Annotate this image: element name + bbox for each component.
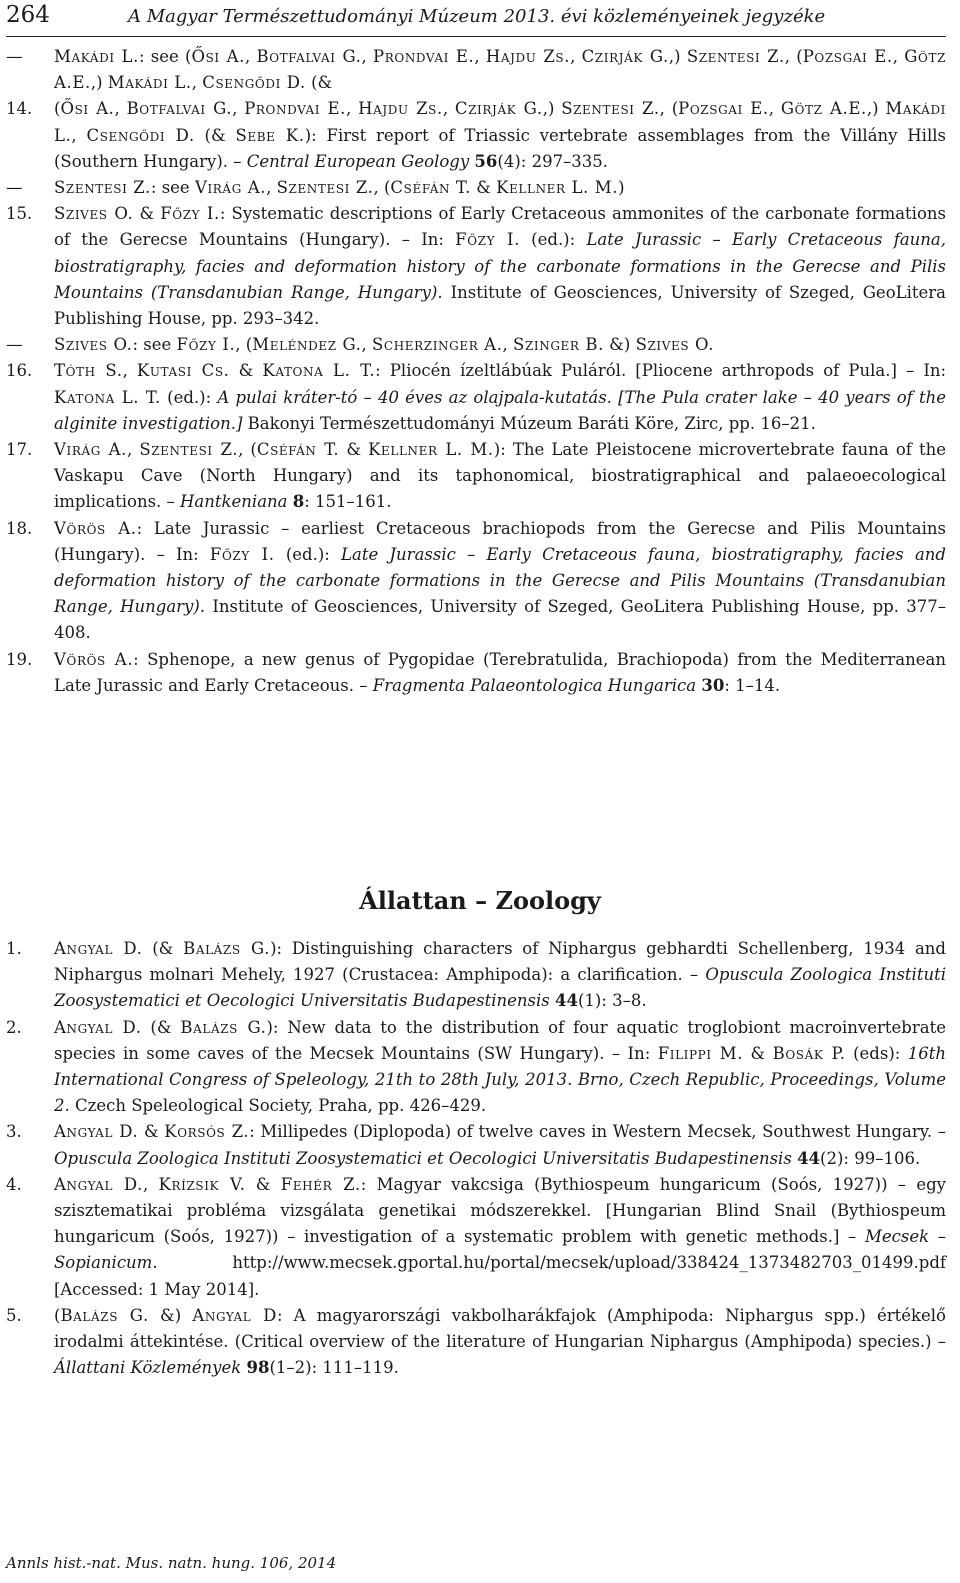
author: Cséfán T. [390,178,471,198]
journal-title: Opuscula Zoologica Instituti Zoosystematici et Oecologici Universitatis Budapestinensis [54,1148,792,1168]
reference-entry [6,437,946,516]
text-run: ): The Late Pleistocene microvertebrate fauna of the Vaskapu Cave (North Hungary) and its taphonomical, biostratigraphical and palaeoecological implications. – [54,440,946,512]
entry-text [54,1306,946,1377]
reference-entry [6,647,946,699]
text-run: , ( [659,99,679,119]
entry-text [54,1175,946,1299]
reference-entry [6,516,946,647]
author: Korsós Z. [164,1122,250,1142]
author: Filippi M. [657,1043,744,1063]
text-run: , [361,335,373,355]
author: Csengődi D. [86,125,195,145]
author: Vörös A. [54,649,134,669]
text-run: : 1–14. [724,675,781,695]
book-title: A pulai kráter-tó – 40 éves az olajpala-kutatás. [The Pula crater lake – 40 years of the alginite investigation.] [54,387,946,433]
entry-marker: — [6,178,23,198]
author: Makádi L. [54,99,947,145]
journal-title: Central European Geology [246,151,470,171]
text-run: : see ( [138,47,192,66]
entry-text [54,361,946,432]
text-run: : Pliocén ízeltlábúak Puláról. [Pliocene arthropods of Pula.] – In: [375,361,947,381]
author: Csengődi D. [202,73,306,93]
text-run: : Magyar vakcsiga (Bythiospeum hungaricum (Soós, 1927)) – egy szisztematikai probléma vizsgálata genetikai módszerekkel. [Hungarian Blind Snail (Bythiospeum hungaricum (Soós, 1927)) – investigation of a systematic problem with genetic methods.] – [54,1174,946,1247]
author: Szives O. [54,335,133,355]
text-run: (1): 3–8. [577,991,647,1011]
author: Kellner L. M. [368,440,494,460]
volume: 30 [701,675,725,695]
entry-text [54,335,714,354]
text-run: ): First report of Triassic vertebrate assemblages from the Villány Hills (Southern Hungary). – [54,125,946,171]
entry-text [54,440,946,511]
text-run: &) [148,1305,193,1325]
volume: 56 [474,151,498,171]
journal-title: Fragmenta Palaeontologica Hungarica [372,675,697,695]
text-run: , [122,361,137,381]
author: Bosák P. [772,1043,846,1063]
entry-number: 4. [6,1174,22,1194]
text-run: & [339,440,369,460]
author: Főzy I. [455,230,520,250]
text-run: http://www.mecsek.gportal.hu/portal/mecsek/upload/338424_1373482703_01499.pdf [Accessed: 1 May 2014]. [54,1253,946,1299]
book-title: 16th International Congress of Speleology, 21th to 28th July, 2013. Brno, Czech Republic, Proceedings, Volume 2. [54,1043,946,1116]
entry-number: 19. [6,649,33,669]
author: Angyal D. [54,939,143,958]
text-run: & [743,1043,773,1063]
text-run: , [127,440,140,460]
author: Pozsgai E. [678,99,769,119]
author: Hajdu Zs. [485,47,571,66]
entry-text [54,99,946,170]
text-run: , [266,178,277,198]
author: Katona L. T. [262,361,376,381]
author: Krízsik V. [158,1174,246,1194]
text-run: ) [618,178,625,198]
book-title: Late Jurassic – Early Cretaceous fauna, biostratigraphy, facies and deformation history of the carbonate formations in the Gerecse and Pilis Mountains (Transdanubian Range, Hungary). [54,230,946,302]
author: Szentesi Z. [54,178,151,198]
author: Sebe K. [235,125,305,145]
text-run: Institute of Geosciences, University of Szeged, GeoLitera Publishing House, pp. 293–342. [54,282,946,329]
author: Katona L. T. [54,387,161,407]
text-run: Czech Speleological Society, Praha, pp. 426–429. [69,1096,487,1116]
text-run: (& [305,73,333,93]
journal-title: Opuscula Zoologica Instituti Zoosystematici et Oecologici Universitatis Budapestinensis [54,965,946,1011]
text-run: ( [54,1305,61,1325]
author: Makádi L. [54,47,139,66]
author: Balázs G. [183,939,271,958]
geology-reference-list [6,44,946,699]
author: Angyal D [192,1305,277,1325]
text-run: (ed.): [274,544,342,564]
author: Botfalvai G. [256,47,362,66]
reference-entry [6,96,946,175]
reference-entry [6,44,946,96]
book-title: Late Jurassic – Early Cretaceous fauna, biostratigraphy, facies and deformation history of the carbonate formations in the Gerecse and Pilis Mountains (Transdanubian Range, Hungary). [54,544,946,617]
entry-text [54,1018,946,1116]
text-run: , [474,47,486,66]
author: Angyal D. [54,1174,143,1194]
author: Kellner L. M. [496,178,619,198]
reference-entry [6,332,946,358]
volume: 8 [292,492,305,512]
author: Szentesi Z. [561,99,660,119]
running-title: A Magyar Természettudományi Múzeum 2013. évi közleményeinek jegyzéke [128,6,826,27]
text-run: & [470,178,497,198]
entry-number: 15. [6,204,33,224]
author: Szinger B. [513,335,604,355]
entry-marker: — [6,335,23,355]
entry-number: 17. [6,440,33,460]
text-run: , [346,99,359,119]
text-run: (ed.): [160,387,218,407]
text-run: , [892,47,905,66]
text-run: & [133,204,161,224]
text-run: ,) [542,99,562,119]
text-run: Bakonyi Természettudományi Múzeum Baráti Köre, Zirc, pp. 16–21. [242,413,816,433]
author: Szentesi Z. [686,47,785,66]
author: Szives O. [54,204,134,224]
text-run: (ed.): [519,230,587,250]
author: Cséfán T. [256,440,340,460]
entry-text [54,939,946,1010]
text-run: ,) [668,47,687,66]
text-run: ,) [90,73,108,93]
author: Balázs G. [180,1017,267,1037]
text-run: , ( [373,178,391,198]
entry-number: 16. [6,361,33,381]
entry-number: 2. [6,1017,22,1037]
reference-entry [6,1015,946,1120]
entry-marker: — [6,47,23,66]
text-run: , [361,47,374,66]
text-run: &) [603,335,636,355]
entry-text [54,178,625,197]
text-run: , ( [238,440,257,460]
author: Szentesi Z. [276,178,374,198]
entry-text [54,204,946,328]
entry-number: 14. [6,99,33,119]
text-run: , [143,1174,159,1194]
reference-entry [6,358,946,437]
author: Fehér Z. [280,1174,361,1194]
text-run: , [71,125,87,145]
author: Főzy I. [209,544,275,564]
text-run: (& [142,939,184,958]
text-run: : Late Jurassic – earliest Cretaceous brachiopods from the Gerecse and Pilis Mountains (Hungary). – In: [54,518,946,564]
text-run: (4): 297–335. [497,151,609,171]
author: Szentesi Z. [139,440,239,460]
author: Virág A. [54,440,127,460]
author: Virág A. [194,178,267,198]
reference-entry [6,1119,946,1171]
reference-entry [6,1303,946,1382]
reference-entry [6,201,946,332]
author: Götz A.E. [780,99,867,119]
entry-number: 18. [6,518,33,538]
text-run: : 151–161. [304,492,392,512]
author: Götz A.E. [54,47,947,93]
journal-title: Állattani Közlemények [54,1358,242,1378]
text-run: , [232,99,245,119]
author: Botfalvai G. [126,99,233,119]
journal-title: Mecsek – Sopianicum. [54,1227,946,1273]
text-run: (eds): [845,1043,908,1063]
author: Pozsgai E. [802,47,893,66]
author: Ősi A. [191,47,245,66]
volume: 44 [555,991,578,1011]
reference-entry [6,1172,946,1303]
text-run: , [442,99,455,119]
author: Vörös A. [54,518,137,538]
entry-text [54,650,946,695]
text-run: , [570,47,582,66]
text-run: : A magyarországi vakbolharákfajok (Amphipoda: Niphargus spp.) értékelő irodalmi áttekintése. (Critical overview of the literature of Hungarian Niphargus (Amphipoda) species.) – [54,1305,946,1352]
section-heading: Állattan – Zoology [359,886,601,915]
author: Prondvai E. [373,47,475,66]
text-run: ): Distinguishing characters of Niphargus gebhardti Schellenberg, 1934 and Niphargus molnari Mehely, 1927 (Crustacea: Amphipoda): a clarification. – [54,939,946,985]
text-run: , [244,47,257,66]
entry-text [54,519,946,643]
entry-number: 3. [6,1122,22,1142]
text-run: ,) [866,99,886,119]
text-run: , [191,73,203,93]
zoology-reference-list [6,936,946,1381]
text-run: , [502,335,514,355]
text-run: ( [54,99,61,119]
text-run: & [229,361,263,381]
author: Angyal D. [54,1017,142,1037]
volume: 44 [797,1148,821,1168]
volume: 98 [246,1358,270,1378]
author: Czirják G. [581,47,669,66]
entry-text [54,1122,946,1167]
text-run: (& [194,125,236,145]
journal-title: Hantkeniana [180,492,288,512]
entry-number: 1. [6,939,22,958]
entry-text [54,47,946,92]
author: Hajdu Zs. [358,99,443,119]
text-run: : Sphenope, a new genus of Pygopidae (Terebratulida, Brachiopoda) from the Mediterranean Late Jurassic and Early Cretaceous. – [54,649,946,695]
text-run: & [138,1122,165,1142]
author: Prondvai E. [244,99,347,119]
text-run: : Millipedes (Diplopoda) of twelve caves in Western Mecsek, Southwest Hungary. – [249,1122,946,1142]
author: Ősi A. [60,99,115,119]
author: Makádi L. [107,73,192,93]
text-run: & [245,1174,281,1194]
text-run: (2): 99–106. [820,1148,921,1168]
author: Czirják G. [454,99,543,119]
text-run: (1–2): 111–119. [269,1358,399,1378]
text-run: : see [132,335,177,355]
author: Főzy I. [160,204,220,224]
text-run: : Systematic descriptions of Early Cretaceous ammonites of the carbonate formations of the Gerecse Mountains (Hungary). – In: [54,204,946,250]
author: Kutasi Cs. [136,361,230,381]
entry-number: 5. [6,1305,22,1325]
page-footer: Annls hist.-nat. Mus. natn. hung. 106, 2014 [6,1554,337,1572]
author: Scherzinger A. [372,335,503,355]
text-run: ): New data to the distribution of four aquatic troglobiont macroinvertebrate species in some caves of the Mecsek Mountains (SW Hungary). – In: [54,1017,946,1063]
page-header [6,2,946,37]
text-run: Institute of Geosciences, University of Szeged, GeoLitera Publishing House, pp. 377–408. [54,597,946,643]
text-run: , ( [784,47,803,66]
text-run: , [768,99,781,119]
author: Meléndez G. [252,335,362,355]
author: Főzy I. [176,335,236,355]
reference-entry [6,936,946,1015]
author: Tóth S. [54,361,123,381]
page-number: 264 [6,2,50,28]
author: Szives O. [635,335,715,355]
text-run: , [114,99,127,119]
author: Angyal D. [54,1122,139,1142]
author: Balázs G. [60,1305,149,1325]
reference-entry [6,175,946,201]
text-run: (& [141,1017,181,1037]
text-run: , ( [235,335,253,355]
text-run: : see [150,178,195,198]
